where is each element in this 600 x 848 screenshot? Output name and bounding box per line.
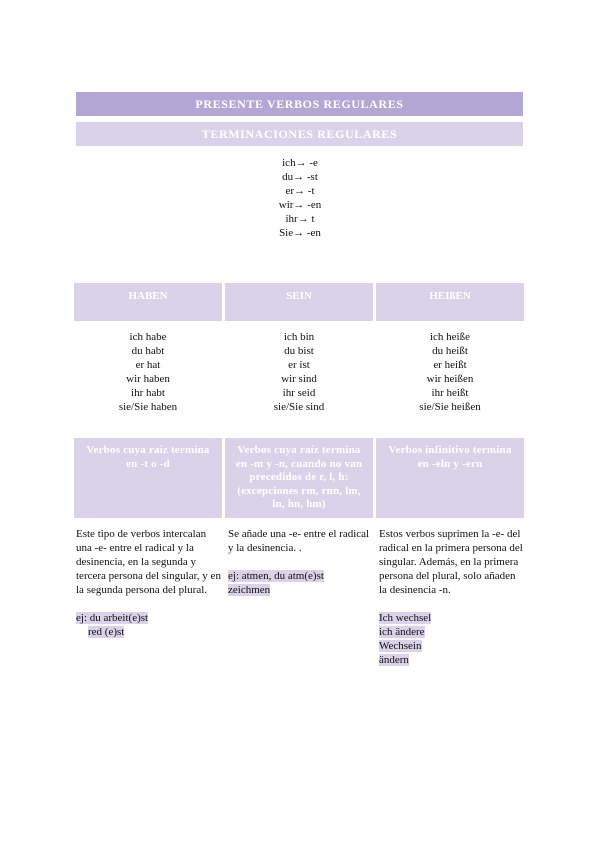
conjugation-haben <box>74 330 222 414</box>
rule-text: Estos verbos suprimen la -e- del radical en la primera persona del singular. Además, en la primera persona del plural, solo añaden la desinencia -n. <box>379 528 523 596</box>
example: Wechsein <box>379 640 422 652</box>
conjugation-form: sie/Sie heißen <box>419 401 481 413</box>
examples <box>76 611 222 639</box>
rule-description-t-d <box>76 527 222 639</box>
ending-ich: ich→ -e <box>282 157 318 169</box>
ending-du: du→ -st <box>282 171 318 183</box>
rule-description-m-n <box>228 527 374 597</box>
conjugation-form: du heißt <box>432 345 468 357</box>
rule-text: Este tipo de verbos intercalan una -e- entre el radical y la desinencia, en la segunda y tercera persona del singular, y en la segunda persona del plural. <box>76 528 221 596</box>
section-subtitle: TERMINACIONES REGULARES <box>76 122 523 146</box>
examples <box>228 569 374 597</box>
example: ich ändere <box>379 626 425 638</box>
conjugation-form: ich bin <box>283 331 315 343</box>
conjugation-form: sie/Sie haben <box>118 401 178 413</box>
conjugation-form: ihr habt <box>131 387 165 399</box>
example: ändern <box>379 654 409 666</box>
conjugation-form: er heißt <box>433 359 467 371</box>
header-heissen: HEIßEN <box>376 283 524 321</box>
conjugation-form: ich heiße <box>429 331 470 343</box>
example: red (e)st <box>88 626 125 638</box>
examples <box>379 611 523 667</box>
conjugation-form: er ist <box>288 359 310 371</box>
ending-sie: Sie→ -en <box>279 227 321 239</box>
rule-header-m-n: Verbos cuya raíz termina en -m y -n, cuando no van precedidos de r, l, h: (excepciones rm, rnn, lm, ln, hn, hm) <box>225 438 373 518</box>
conjugation-form: er hat <box>135 359 161 371</box>
example: ej: du arbeit(e)st <box>76 612 149 624</box>
conjugation-form: sie/Sie sind <box>273 401 325 413</box>
conjugation-form: ich habe <box>129 331 167 343</box>
rule-description-eln-ern <box>379 527 523 667</box>
conjugation-form: ihr heißt <box>431 387 469 399</box>
endings-list <box>0 156 600 240</box>
example: zeichmen <box>228 584 271 596</box>
rule-header-eln-ern: Verbos infinitivo termina en -eln y -ern <box>376 438 524 518</box>
rule-header-t-d: Verbos cuya raíz termina en -t o -d <box>74 438 222 518</box>
header-sein: SEIN <box>225 283 373 321</box>
header-haben: HABEN <box>74 283 222 321</box>
conjugation-form: wir sind <box>281 373 317 385</box>
ending-ihr: ihr→ t <box>285 213 315 225</box>
rule-text: Se añade una -e- entre el radical y la desinencia. . <box>228 528 370 554</box>
conjugation-heissen <box>376 330 524 414</box>
example: ej: atmen, du atm(e)st <box>228 570 324 582</box>
conjugation-form: ihr seid <box>282 387 316 399</box>
page-title: PRESENTE VERBOS REGULARES <box>76 92 523 116</box>
conjugation-sein <box>225 330 373 414</box>
conjugation-form: du habt <box>131 345 165 357</box>
example: Ich wechsel <box>379 612 432 624</box>
ending-wir: wir→ -en <box>278 199 322 211</box>
ending-er: er→ -t <box>285 185 315 197</box>
conjugation-form: wir heißen <box>426 373 474 385</box>
conjugation-form: du bist <box>284 345 314 357</box>
conjugation-form: wir haben <box>126 373 170 385</box>
